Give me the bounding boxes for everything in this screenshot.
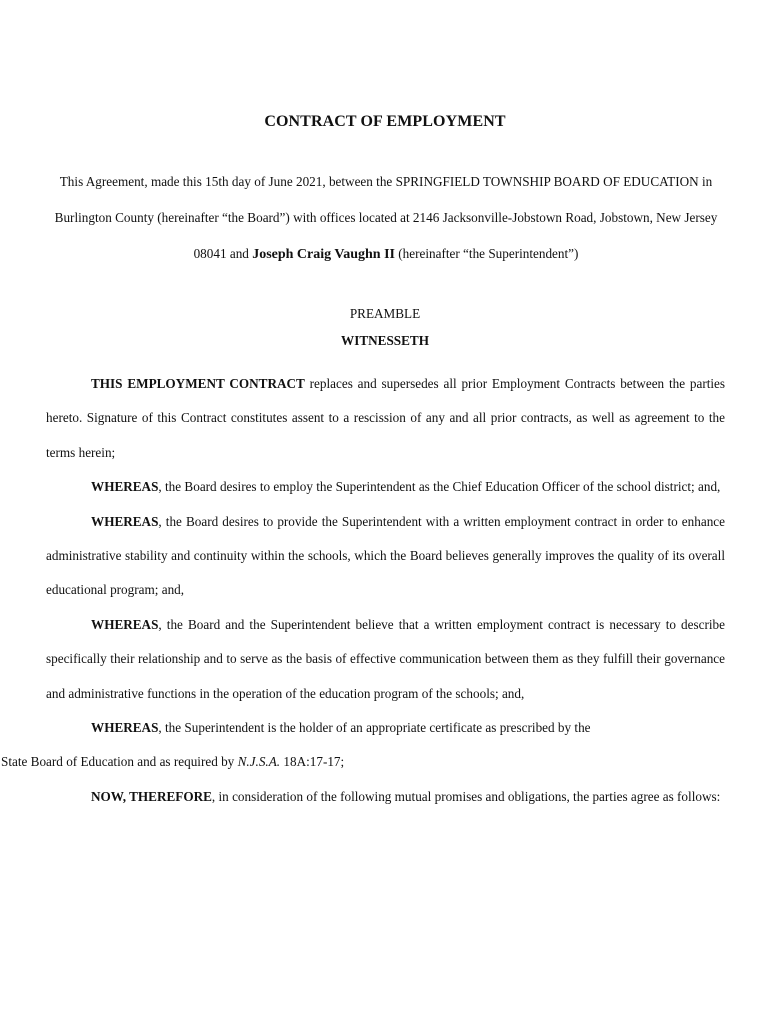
paragraph-now-therefore (46, 780, 725, 814)
paragraph-employment-contract (46, 367, 725, 470)
paragraph-text: , in consideration of the following mutual promises and obligations, the parties agree as follows: (211, 788, 721, 804)
document-title: CONTRACT OF EMPLOYMENT (264, 113, 506, 130)
paragraph-text: , the Board and the Superintendent believe that a written employment contract is necessary to describe specifically their relationship and to serve as the basis of effective communication between them as they fulfill their governance and administrative functions in the operation of the education program of the schools; and, (46, 616, 725, 701)
paragraph-text-line2: State Board of Education and as required by (1, 754, 235, 770)
contract-body (1, 367, 726, 814)
paragraph-lead: NOW, THEREFORE (91, 788, 212, 804)
preamble-heading: PREAMBLE (349, 306, 421, 321)
paragraph-lead: WHEREAS (91, 720, 159, 736)
paragraph-whereas-4 (1, 711, 725, 780)
paragraph-text: , the Superintendent is the holder of an appropriate certificate as prescribed by the (158, 720, 591, 736)
paragraph-lead: WHEREAS (91, 616, 159, 632)
paragraph-lead: WHEREAS (91, 513, 159, 529)
paragraph-text: , the Board desires to employ the Superintendent as the Chief Education Officer of the school district; and, (158, 479, 721, 495)
intro-paragraph (46, 164, 726, 273)
paragraph-text: , the Board desires to provide the Superintendent with a written employment contract in order to enhance administrative stability and continuity within the schools, which the Board believes generally improves the quality of its overall educational program; and, (46, 513, 725, 598)
paragraph-text: replaces and supersedes all prior Employment Contracts between the parties hereto. Signature of this Contract constitutes assent to a rescission of any and all prior contracts, as well as agreement to the terms herein; (46, 376, 726, 460)
paragraph-whereas-2 (46, 505, 725, 608)
statute-citation: N.J.S.A. (237, 754, 281, 770)
paragraph-lead: WHEREAS (91, 479, 159, 495)
paragraph-lead: THIS EMPLOYMENT CONTRACT (91, 376, 305, 391)
witnesseth-heading: WITNESSETH (341, 333, 429, 348)
superintendent-name: Joseph Craig Vaughn II (252, 247, 395, 262)
paragraph-whereas-3 (46, 608, 725, 711)
intro-text-end: (hereinafter “the Superintendent”) (398, 246, 579, 261)
intro-text: This Agreement, made this 15th day of June 2021, between the SPRINGFIELD TOWNSHIP BOARD OF EDUCATION in Burlington County (hereinafter “the Board”) with offices located at 2146 Jacksonville-Jobstown Road, Jobstown, New Jersey 08041 and (54, 174, 718, 261)
statute-number: 18A:17-17; (283, 754, 345, 770)
paragraph-whereas-1 (46, 470, 725, 504)
